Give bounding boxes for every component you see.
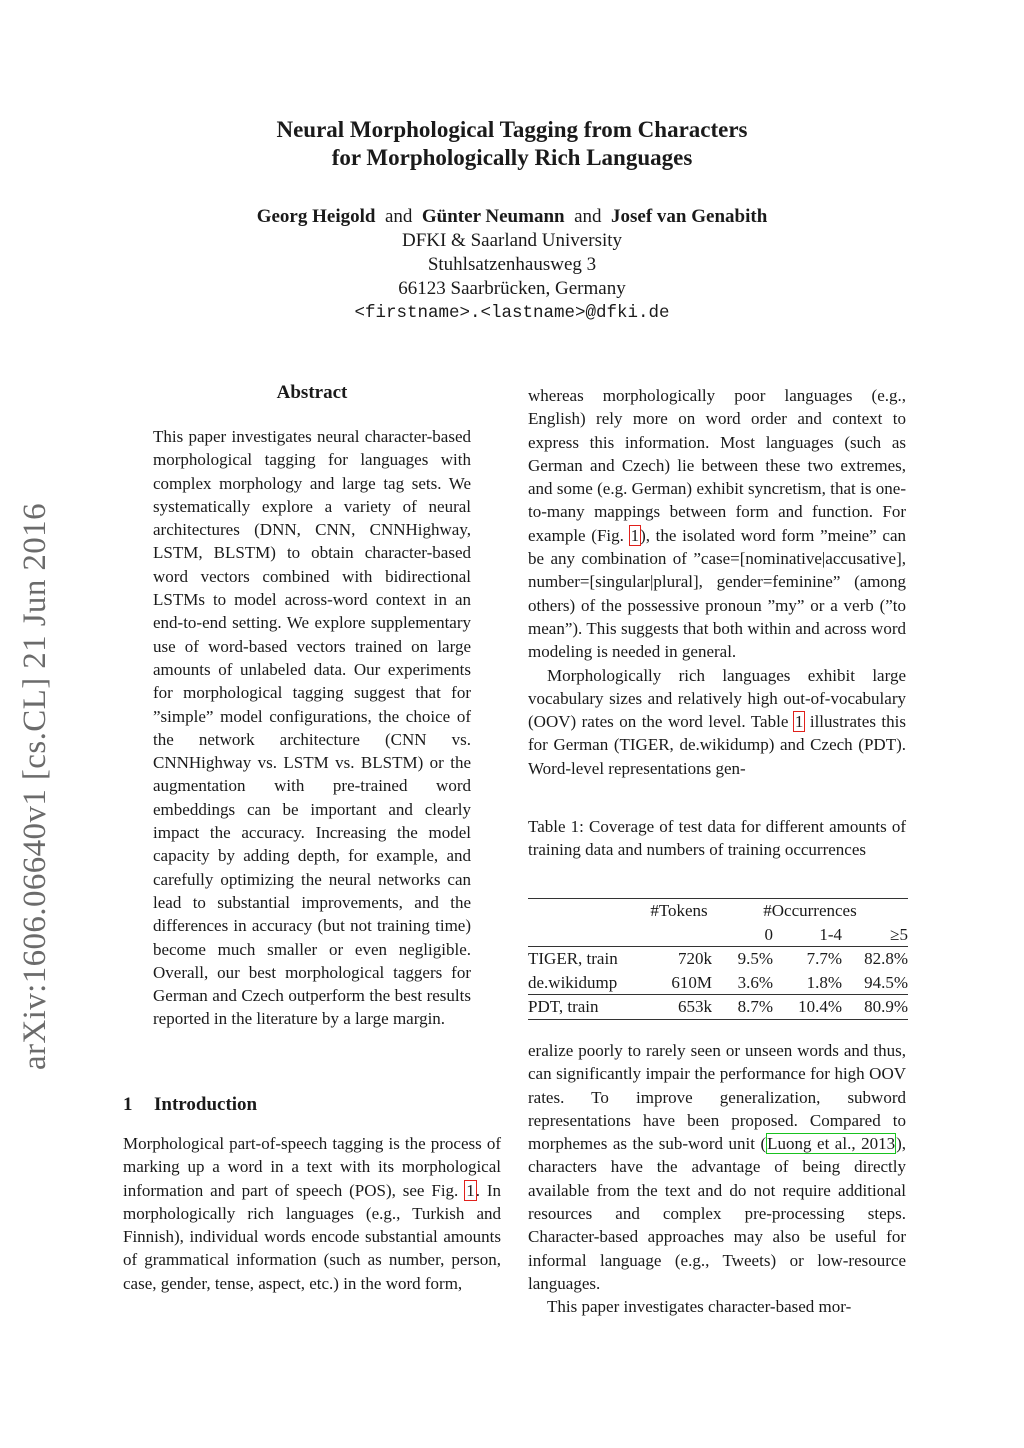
- author-conjunction-2: and: [574, 206, 602, 227]
- title-line-2: for Morphologically Rich Languages: [331, 145, 693, 170]
- right-text-e: eralize poorly to rarely seen or unseen words and thus, can significantly impair the performance for high OOV rates. To improve generalization, subword representations have been proposed. Compared to morphemes as the sub-word unit (: [528, 1041, 906, 1154]
- table-cell-occ0: 8.7%: [712, 995, 773, 1020]
- paper-title: [0, 116, 1024, 172]
- table-header-row: [528, 899, 908, 923]
- right-column-bottom: [528, 1039, 906, 1319]
- title-line-1: Neural Morphological Tagging from Characters: [276, 117, 748, 142]
- arxiv-identifier: arXiv:1606.06640v1 [cs.CL] 21 Jun 2016: [17, 503, 53, 1070]
- table-cell-name: PDT, train: [528, 995, 646, 1020]
- table-cell-name: de.wikidump: [528, 972, 618, 992]
- table-header-empty: [528, 899, 646, 923]
- table-header-tokens: #Tokens: [646, 899, 712, 923]
- table-cell-occ0: 3.6%: [737, 972, 773, 992]
- table-cell-tokens: 653k: [646, 995, 712, 1020]
- table-cell-tokens: 610M: [671, 972, 712, 992]
- table-cell-occ1: 10.4%: [773, 995, 842, 1020]
- right-column-top: [528, 384, 906, 780]
- right-paragraph-1: [528, 384, 906, 664]
- intro-paragraph-1: [123, 1132, 501, 1295]
- table-header-occurrences: #Occurrences: [712, 899, 908, 923]
- right-paragraph-2: [528, 664, 906, 780]
- right-text-b: ), the isolated word form ”meine” can be any combination of ”case=[nominative|accusative], number=[singular|plural], gender=feminine” (among others) of the possessive pronoun ”my” or a verb (”to mean”). This suggests that both within and across word modeling is needed in general.: [528, 525, 906, 662]
- right-text-c: Morphologically rich languages exhibit large vocabulary sizes and relatively high out-of-vocabulary (OOV) rates on the word level. Table: [528, 665, 906, 732]
- author-conjunction-1: and: [384, 206, 413, 227]
- figure-ref-link[interactable]: 1: [630, 525, 640, 545]
- abstract-heading: Abstract: [276, 382, 348, 403]
- table-subheader-5plus: ≥5: [890, 924, 908, 944]
- table-subheader-1-4: 1-4: [819, 924, 842, 944]
- table-cell-occ0: 9.5%: [712, 947, 773, 971]
- table-row: [528, 971, 908, 995]
- intro-text-b: . In morphologically rich languages (e.g., Turkish and Finnish), individual words encode substantial amounts of grammatical information (such as number, person, case, gender, tense, aspect, etc.) in the word form,: [123, 1180, 501, 1293]
- citation-link[interactable]: Luong et al., 2013: [767, 1134, 896, 1154]
- table-row: [528, 995, 908, 1020]
- table-cell-occ1: 1.8%: [806, 972, 842, 992]
- table-caption-text: Table 1: Coverage of test data for different amounts of training data and numbers of training occurrences: [528, 817, 906, 860]
- table-caption: [528, 815, 906, 862]
- city-address: 66123 Saarbrücken, Germany: [398, 278, 626, 299]
- table-cell-occ2: 80.9%: [842, 995, 908, 1020]
- author-names: [0, 205, 1024, 229]
- table-ref-link[interactable]: 1: [794, 712, 804, 732]
- table-cell-occ1: 7.7%: [773, 947, 842, 971]
- right-paragraph-4: This paper investigates character-based mor-: [547, 1297, 852, 1317]
- street-address: Stuhlsatzenhausweg 3: [427, 254, 597, 275]
- introduction-paragraph-left: [123, 1132, 501, 1295]
- table-subheader-0: 0: [764, 924, 773, 944]
- table-cell-name: TIGER, train: [528, 947, 646, 971]
- email: <firstname>.<lastname>@dfki.de: [354, 303, 670, 323]
- table-cell-occ2: 94.5%: [864, 972, 908, 992]
- abstract-text: This paper investigates neural character-based morphological tagging for languages with complex morphology and large tag sets. We systematically explore a variety of neural architectures (DNN, CNN, CNNHighway, LSTM, BLSTM) to obtain character-based word vectors combined with bidirectional LSTMs to model across-word context in an end-to-end setting. We explore supplementary use of word-based vectors trained on large amounts of unlabeled data. Our experiments for morphological tagging suggest that for ”simple” model configurations, the choice of the network architecture (CNN vs. CNNHighway vs. LSTM vs. BLSTM) or the augmentation with pre-trained word embeddings can be important and clearly impact the accuracy. Increasing the model capacity by adding depth, for example, and carefully optimizing the neural networks can lead to substantial improvements, and the differences in accuracy (but not training time) become much smaller or even negligible. Overall, our best morphological taggers for German and Czech outperform the best results reported in the literature by a large margin.: [153, 427, 471, 1029]
- section-title: Introduction: [154, 1094, 258, 1115]
- table-subheader-row: [528, 923, 908, 947]
- table-cell-occ2: 82.8%: [842, 947, 908, 971]
- table-cell-tokens: 720k: [646, 947, 712, 971]
- figure-ref-link[interactable]: 1: [466, 1180, 475, 1200]
- intro-text-a: Morphological part-of-speech tagging is the process of marking up a word in a text with its morphological information and part of speech (POS), see Fig.: [123, 1134, 501, 1200]
- coverage-table: [528, 898, 908, 1020]
- table-row: [528, 947, 908, 971]
- author-3: Josef van Genabith: [611, 206, 768, 227]
- affiliation: DFKI & Saarland University: [401, 230, 623, 251]
- right-text-d: illustrates this for German (TIGER, de.wikidump) and Czech (PDT). Word-level representations gen-: [528, 712, 906, 778]
- right-paragraph-3: [528, 1039, 906, 1295]
- author-1: Georg Heigold: [256, 206, 376, 227]
- section-number: 1: [123, 1094, 133, 1115]
- abstract-body: [153, 425, 471, 1031]
- right-text-f: ), characters have the advantage of being directly available from the text and do not require additional resources and complex pre-processing steps. Character-based approaches may also be useful for informal language (e.g., Tweets) or low-resource languages.: [528, 1134, 906, 1293]
- author-block: [0, 205, 1024, 325]
- right-text-a: whereas morphologically poor languages (e.g., English) rely more on word order and context to express this information. Most languages (such as German and Czech) lie between these two extremes, and some (e.g. German) exhibit syncretism, that is one-to-many mappings between form and function. For example (Fig.: [528, 386, 906, 545]
- section-heading-introduction: [123, 1094, 257, 1116]
- author-2: Günter Neumann: [421, 206, 565, 227]
